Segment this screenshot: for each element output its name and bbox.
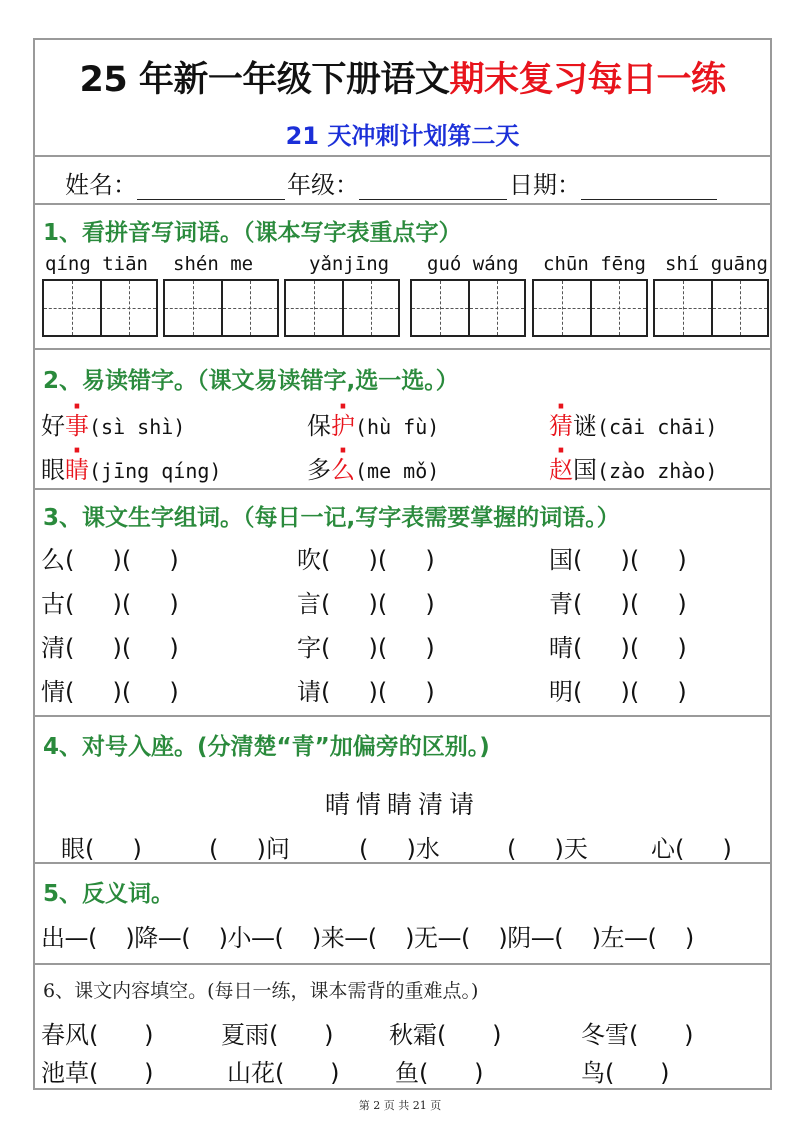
grade-field[interactable]: [359, 174, 507, 200]
word-build-item[interactable]: 明( )( ): [549, 678, 687, 706]
character-options: 晴情睛清请: [324, 790, 480, 819]
writing-cell[interactable]: [100, 281, 156, 335]
word-build-item[interactable]: 清( )( ): [41, 634, 179, 662]
fill-blank-item[interactable]: 池草( ): [41, 1059, 154, 1087]
writing-box-pair[interactable]: [410, 279, 526, 337]
misread-item[interactable]: 猜谜(cāi chāi): [549, 412, 718, 440]
section-misread-chars: [35, 350, 770, 490]
page-title: [35, 52, 770, 102]
writing-cell[interactable]: [412, 281, 468, 335]
misread-item[interactable]: 多么(me mǒ): [307, 456, 440, 484]
title-section: [35, 40, 770, 157]
match-blank[interactable]: ( )水: [359, 835, 440, 863]
writing-cell[interactable]: [342, 281, 398, 335]
writing-box-pair[interactable]: [653, 279, 769, 337]
writing-box-pair[interactable]: [163, 279, 279, 337]
student-info-row: [65, 165, 719, 200]
section2-heading: 2、易读错字。（课文易读错字,选一选。）: [43, 368, 459, 394]
writing-grid-row: [42, 279, 770, 337]
section4-heading: 4、对号入座。(分清楚“青”加偏旁的区别。): [43, 734, 490, 760]
word-build-item[interactable]: 字( )( ): [297, 634, 435, 662]
title-main: 25 年新一年级下册语文: [79, 60, 450, 100]
writing-cell[interactable]: [44, 281, 100, 335]
writing-cell[interactable]: [534, 281, 590, 335]
writing-box-pair[interactable]: [42, 279, 158, 337]
section-antonyms: [35, 864, 770, 965]
word-build-item[interactable]: 青( )( ): [549, 590, 687, 618]
pinyin-label: qíng tiān: [45, 253, 148, 275]
writing-cell[interactable]: [655, 281, 711, 335]
fill-blank-item[interactable]: 山花( ): [227, 1059, 340, 1087]
pinyin-label: shí guāng: [665, 253, 768, 275]
name-field[interactable]: [137, 174, 285, 200]
pinyin-label: chūn fēng: [543, 253, 646, 275]
fill-blank-item[interactable]: 冬雪( ): [581, 1021, 694, 1049]
section-word-building: [35, 490, 770, 717]
grade-label: 年级：: [287, 171, 359, 199]
writing-cell[interactable]: [590, 281, 646, 335]
writing-cell[interactable]: [221, 281, 277, 335]
antonym-line[interactable]: 出—( )降—( )小—( )来—( )无—( )阴—( )左—( ): [41, 924, 694, 952]
section-pinyin-writing: [35, 205, 770, 350]
misread-item[interactable]: 眼睛(jīng qíng): [41, 456, 222, 484]
section-match-radicals: [35, 717, 770, 864]
misread-item[interactable]: 好事(sì shì): [41, 412, 186, 440]
word-build-item[interactable]: 晴( )( ): [549, 634, 687, 662]
writing-cell[interactable]: [468, 281, 524, 335]
writing-cell[interactable]: [165, 281, 221, 335]
student-info-section: [35, 157, 770, 205]
word-build-item[interactable]: 国( )( ): [549, 546, 687, 574]
match-blank[interactable]: 心( ): [651, 835, 732, 863]
date-field[interactable]: [581, 174, 717, 200]
fill-blank-item[interactable]: 鱼( ): [395, 1059, 484, 1087]
match-blank[interactable]: ( )天: [507, 835, 588, 863]
writing-cell[interactable]: [286, 281, 342, 335]
misread-item[interactable]: 保护(hù fù): [307, 412, 440, 440]
pinyin-label: guó wáng: [427, 253, 519, 275]
section5-heading: 5、反义词。: [43, 881, 175, 907]
match-blank[interactable]: ( )问: [209, 835, 290, 863]
misread-item[interactable]: 赵国(zào zhào): [549, 456, 718, 484]
word-build-item[interactable]: 么( )( ): [41, 546, 179, 574]
section1-heading: 1、看拼音写词语。（课本写字表重点字）: [43, 220, 462, 246]
title-highlight: 期末复习每日一练: [449, 60, 726, 100]
match-blank[interactable]: 眼( ): [61, 835, 142, 863]
writing-cell[interactable]: [711, 281, 767, 335]
fill-blank-item[interactable]: 鸟( ): [581, 1059, 670, 1087]
section-fill-text: [35, 965, 770, 1090]
section3-heading: 3、课文生字组词。（每日一记,写字表需要掌握的词语。）: [43, 505, 620, 531]
section6-heading: 6、课文内容填空。(每日一练，课本需背的重难点。): [43, 980, 479, 1002]
worksheet: [33, 38, 772, 1090]
fill-blank-item[interactable]: 秋霜( ): [389, 1021, 502, 1049]
pinyin-label: shén me: [173, 253, 254, 275]
name-label: 姓名：: [65, 171, 137, 199]
fill-blank-item[interactable]: 春风( ): [41, 1021, 154, 1049]
word-build-item[interactable]: 古( )( ): [41, 590, 179, 618]
pinyin-row: [43, 253, 768, 277]
word-build-item[interactable]: 请( )( ): [297, 678, 435, 706]
fill-blank-item[interactable]: 夏雨( ): [221, 1021, 334, 1049]
date-label: 日期：: [509, 171, 581, 199]
page-subtitle: 21 天冲刺计划第二天: [285, 122, 520, 150]
word-build-item[interactable]: 情( )( ): [41, 678, 179, 706]
writing-box-pair[interactable]: [532, 279, 648, 337]
pinyin-label: yǎnjīng: [309, 253, 390, 275]
page-number: 第 2 页 共 21 页: [358, 1099, 442, 1112]
writing-box-pair[interactable]: [284, 279, 400, 337]
word-build-item[interactable]: 言( )( ): [297, 590, 435, 618]
word-build-item[interactable]: 吹( )( ): [297, 546, 435, 574]
